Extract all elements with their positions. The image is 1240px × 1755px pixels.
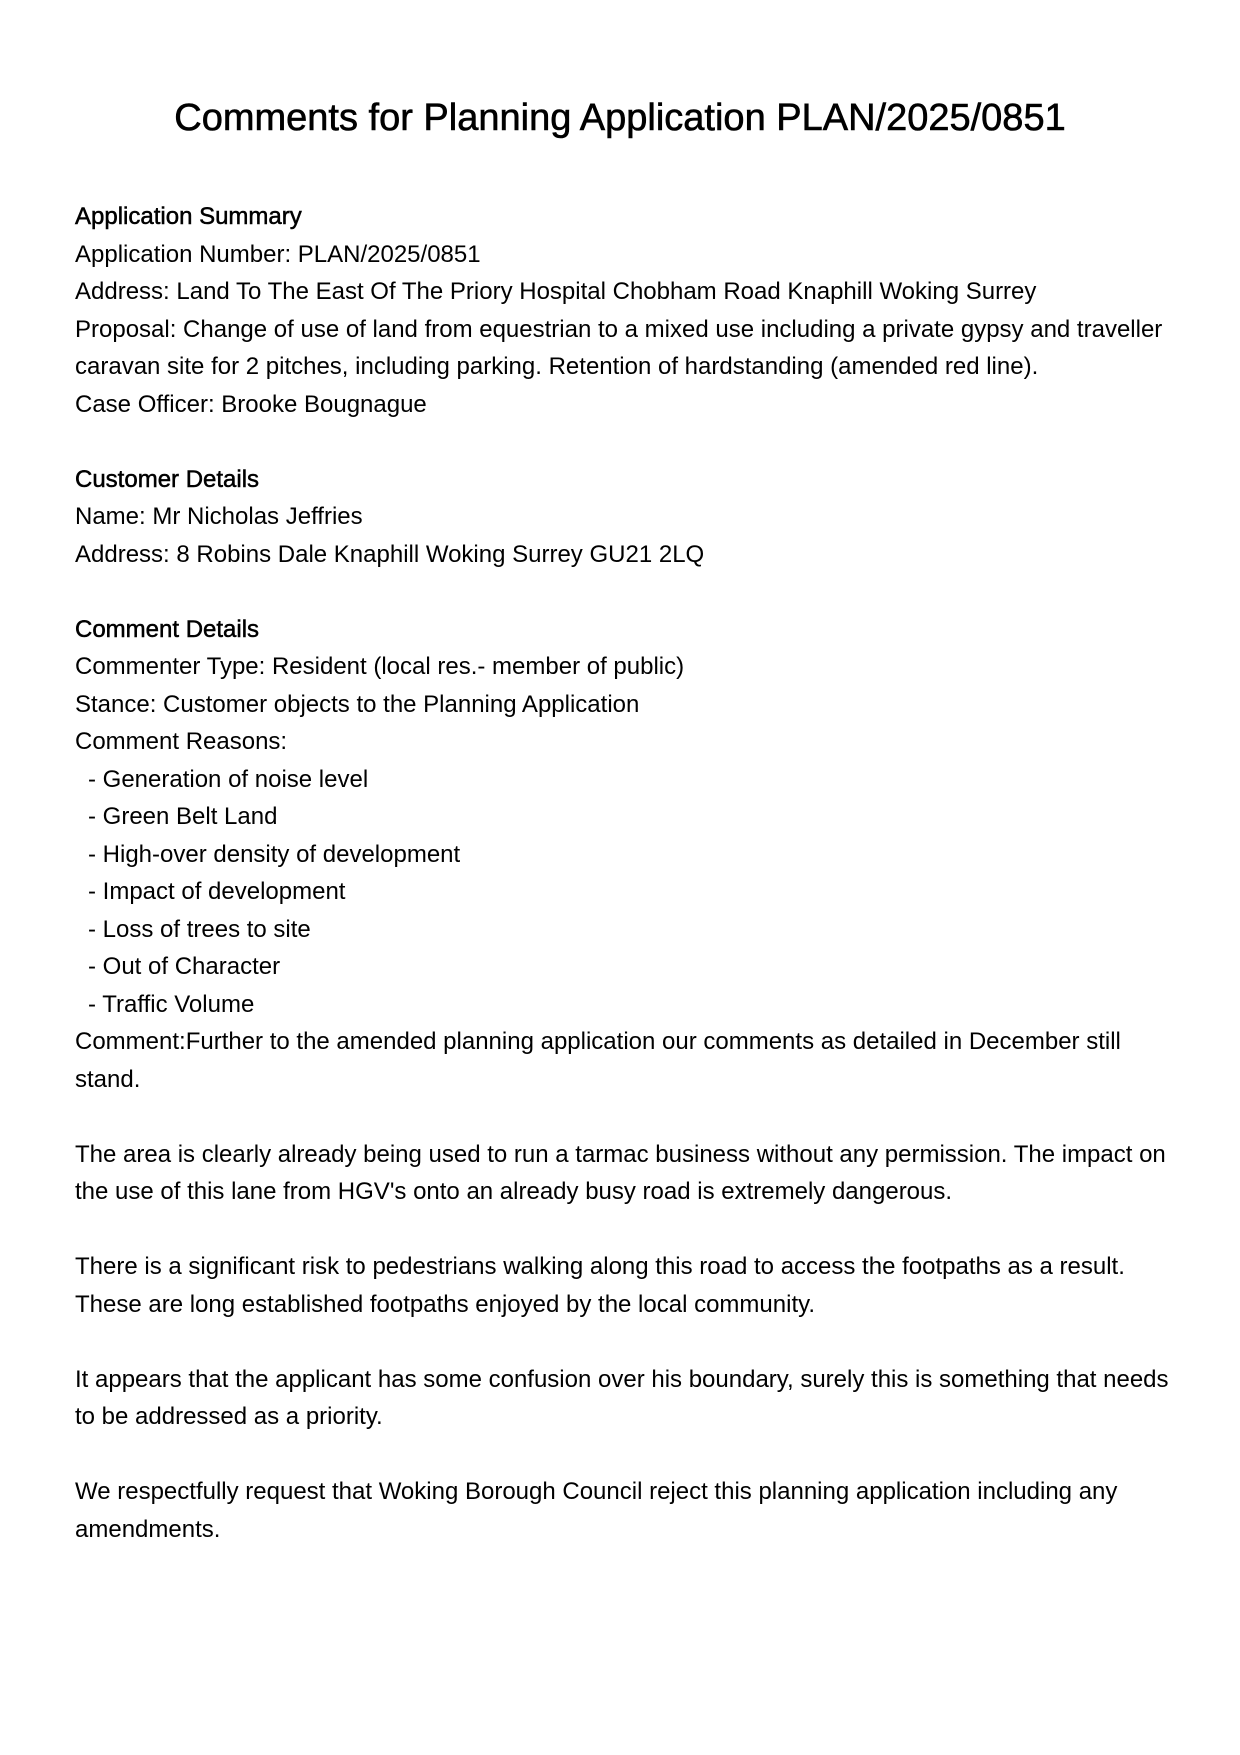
spacer [75, 1436, 1175, 1474]
comment-reason-item: - High-over density of development [88, 840, 461, 868]
comment-reason-item: - Out of Character [88, 953, 281, 980]
customer-address: Address: 8 Robins Dale Knaphill Woking Surrey GU21 2LQ [75, 540, 705, 568]
comment-paragraph: There is a significant risk to pedestrians walking along this road to access the footpaths as a result. These are long established footpaths enjoyed by the local community. [75, 1253, 1125, 1318]
comment-reason-item: - Traffic Volume [88, 990, 255, 1018]
section-heading: Comment Details [75, 615, 260, 643]
spacer [75, 573, 1175, 611]
comment-reasons-label: Comment Reasons: [75, 728, 288, 755]
stance: Stance: Customer objects to the Planning Application [75, 690, 640, 718]
document-body [75, 198, 1175, 1548]
comment-details-section [75, 611, 1175, 1549]
application-proposal: Proposal: Change of use of land from equestrian to a mixed use including a private gypsy and traveller caravan site for 2 pitches, including parking. Retention of hardstanding (amended red line). [75, 315, 1163, 380]
comment-paragraph: It appears that the applicant has some confusion over his boundary, surely this is something that needs to be addressed as a priority. [75, 1365, 1169, 1430]
commenter-type: Commenter Type: Resident (local res.- member of public) [75, 653, 685, 680]
comment-paragraph: We respectfully request that Woking Borough Council reject this planning application including any amendments. [75, 1478, 1118, 1543]
spacer [75, 1098, 1175, 1136]
section-heading: Customer Details [75, 465, 260, 493]
comment-reason-item: - Impact of development [88, 878, 346, 905]
application-number: Application Number: PLAN/2025/0851 [75, 240, 481, 268]
comment-text: Comment:Further to the amended planning application our comments as detailed in December still stand. [75, 1028, 1121, 1093]
page-title: Comments for Planning Application PLAN/2025/0851 [174, 97, 1066, 139]
comment-paragraph: The area is clearly already being used to run a tarmac business without any permission. The impact on the use of this lane from HGV's onto an already busy road is extremely dangerous. [75, 1140, 1166, 1205]
spacer [75, 1211, 1175, 1249]
comment-reason-item: - Loss of trees to site [88, 915, 311, 943]
comment-reason-item: - Generation of noise level [88, 765, 369, 793]
customer-name: Name: Mr Nicholas Jeffries [75, 503, 363, 530]
application-summary-section [75, 198, 1175, 423]
spacer [75, 423, 1175, 461]
section-heading: Application Summary [75, 203, 302, 230]
spacer [75, 1323, 1175, 1361]
case-officer: Case Officer: Brooke Bougnague [75, 390, 427, 418]
customer-details-section [75, 461, 1175, 574]
comment-reason-item: - Green Belt Land [88, 803, 278, 830]
application-address: Address: Land To The East Of The Priory Hospital Chobham Road Knaphill Woking Surrey [75, 278, 1037, 305]
